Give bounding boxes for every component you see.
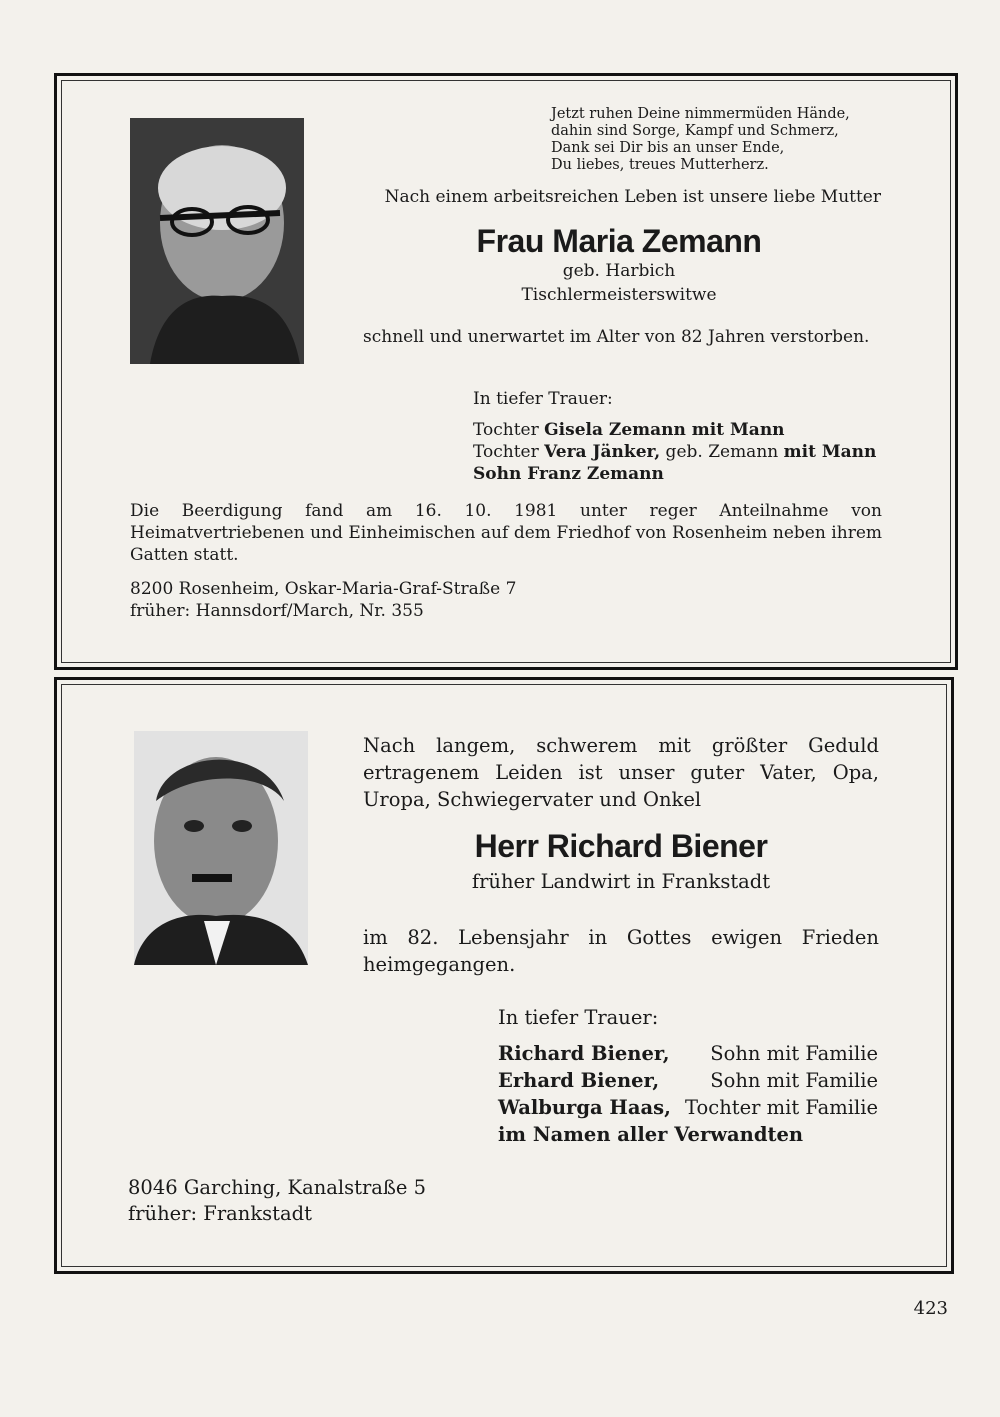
portrait-photo-maria-zemann [130,118,304,364]
mourner-name: Walburga Haas, [498,1096,671,1119]
address: 8046 Garching, Kanalstraße 5 [128,1176,427,1199]
mourner-name: Vera Jänker, [544,442,661,462]
mourner-relation: Sohn mit Familie [710,1042,878,1065]
mourner-relation: Tochter [473,442,545,462]
obituary-notice-maria-zemann [54,73,958,670]
verse [551,106,891,174]
mourner-line [473,441,893,463]
deceased-name: Herr Richard Biener [474,828,768,864]
former-address: früher: Hannsdorf/March, Nr. 355 [130,601,424,621]
intro-text: Nach einem arbeitsreichen Leben ist unsere liebe Mutter [384,187,881,207]
address: 8200 Rosenheim, Oskar-Maria-Graf-Straße 7 [130,579,517,599]
mourner-line [498,1094,878,1121]
death-text: schnell und unerwartet im Alter von 82 Jahren verstorben. [363,327,870,347]
mourner-name: Sohn Franz Zemann [473,464,664,484]
mourner-relation: Sohn mit Familie [710,1069,878,1092]
mourner-line [498,1067,878,1094]
mourner-line [498,1121,878,1148]
deceased-name: Frau Maria Zemann [476,223,762,259]
mourner-line [473,419,893,441]
occupation: früher Landwirt in Frankstadt [471,870,771,893]
closing-line: im Namen aller Verwandten [498,1123,804,1146]
mourner-line [498,1040,878,1067]
verse-line: Du liebes, treues Mutterherz. [551,157,769,173]
mourner-suffix: mit Mann [783,442,877,462]
death-text: im 82. Lebensjahr in Gottes ewigen Frieden heimgegangen. [363,926,879,976]
mourners-list [473,419,893,485]
mourner-name: Gisela Zemann mit Mann [544,420,785,440]
verse-line: dahin sind Sorge, Kampf und Schmerz, [551,123,839,139]
mourner-relation: Tochter [473,420,545,440]
intro-text: Nach langem, schwerem mit größter Geduld ertragenem Leiden ist unser guter Vater, Opa, Uropa, Schwiegervater und Onkel [363,734,879,811]
mourner-name: Richard Biener, [498,1042,670,1065]
former-address: früher: Frankstadt [128,1202,312,1225]
mourning-heading: In tiefer Trauer: [473,389,613,409]
obituary-notice-richard-biener [54,677,954,1274]
occupation: Tischlermeisterswitwe [521,285,717,305]
page-number: 423 [913,1298,948,1319]
mourners-list [498,1040,878,1148]
mourner-line [473,463,893,485]
birth-name: geb. Harbich [562,261,676,281]
verse-line: Jetzt ruhen Deine nimmermüden Hände, [551,106,850,122]
mourning-heading: In tiefer Trauer: [498,1006,659,1029]
mourner-name: Erhard Biener, [498,1069,660,1092]
funeral-text: Die Beerdigung fand am 16. 10. 1981 unter reger Anteilnahme von Heimatvertriebenen und Einheimischen auf dem Friedhof von Rosenheim neben ihrem Gatten statt. [130,501,882,565]
mourner-birth-name: geb. Zemann [660,442,784,462]
mourner-relation: Tochter mit Familie [685,1096,878,1119]
portrait-photo-richard-biener [134,731,308,965]
verse-line: Dank sei Dir bis an unser Ende, [551,140,785,156]
